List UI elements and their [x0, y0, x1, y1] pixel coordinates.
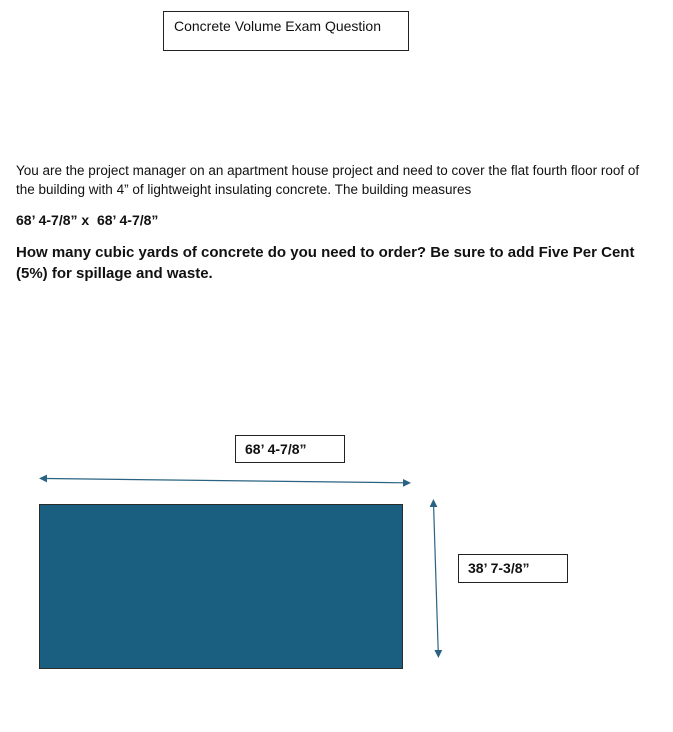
exam-question: How many cubic yards of concrete do you need to order? Be sure to add Five Per Cent (5%) for spillage and waste.	[16, 244, 635, 282]
page-title: Concrete Volume Exam Question	[174, 18, 381, 34]
depth-arrow	[430, 499, 443, 658]
depth-dimension-label: 38’ 7-3/8”	[458, 554, 568, 583]
width-dimension-label: 68’ 4-7/8”	[235, 435, 345, 463]
building-dimensions: 68’ 4-7/8” x 68’ 4-7/8”	[16, 212, 159, 228]
roof-rectangle	[39, 504, 403, 669]
title-box	[163, 11, 409, 51]
width-arrow	[39, 475, 411, 487]
problem-intro: You are the project manager on an apartment house project and need to cover the flat fourth floor roof of the building with 4” of lightweight insulating concrete. The building measures	[16, 163, 640, 197]
